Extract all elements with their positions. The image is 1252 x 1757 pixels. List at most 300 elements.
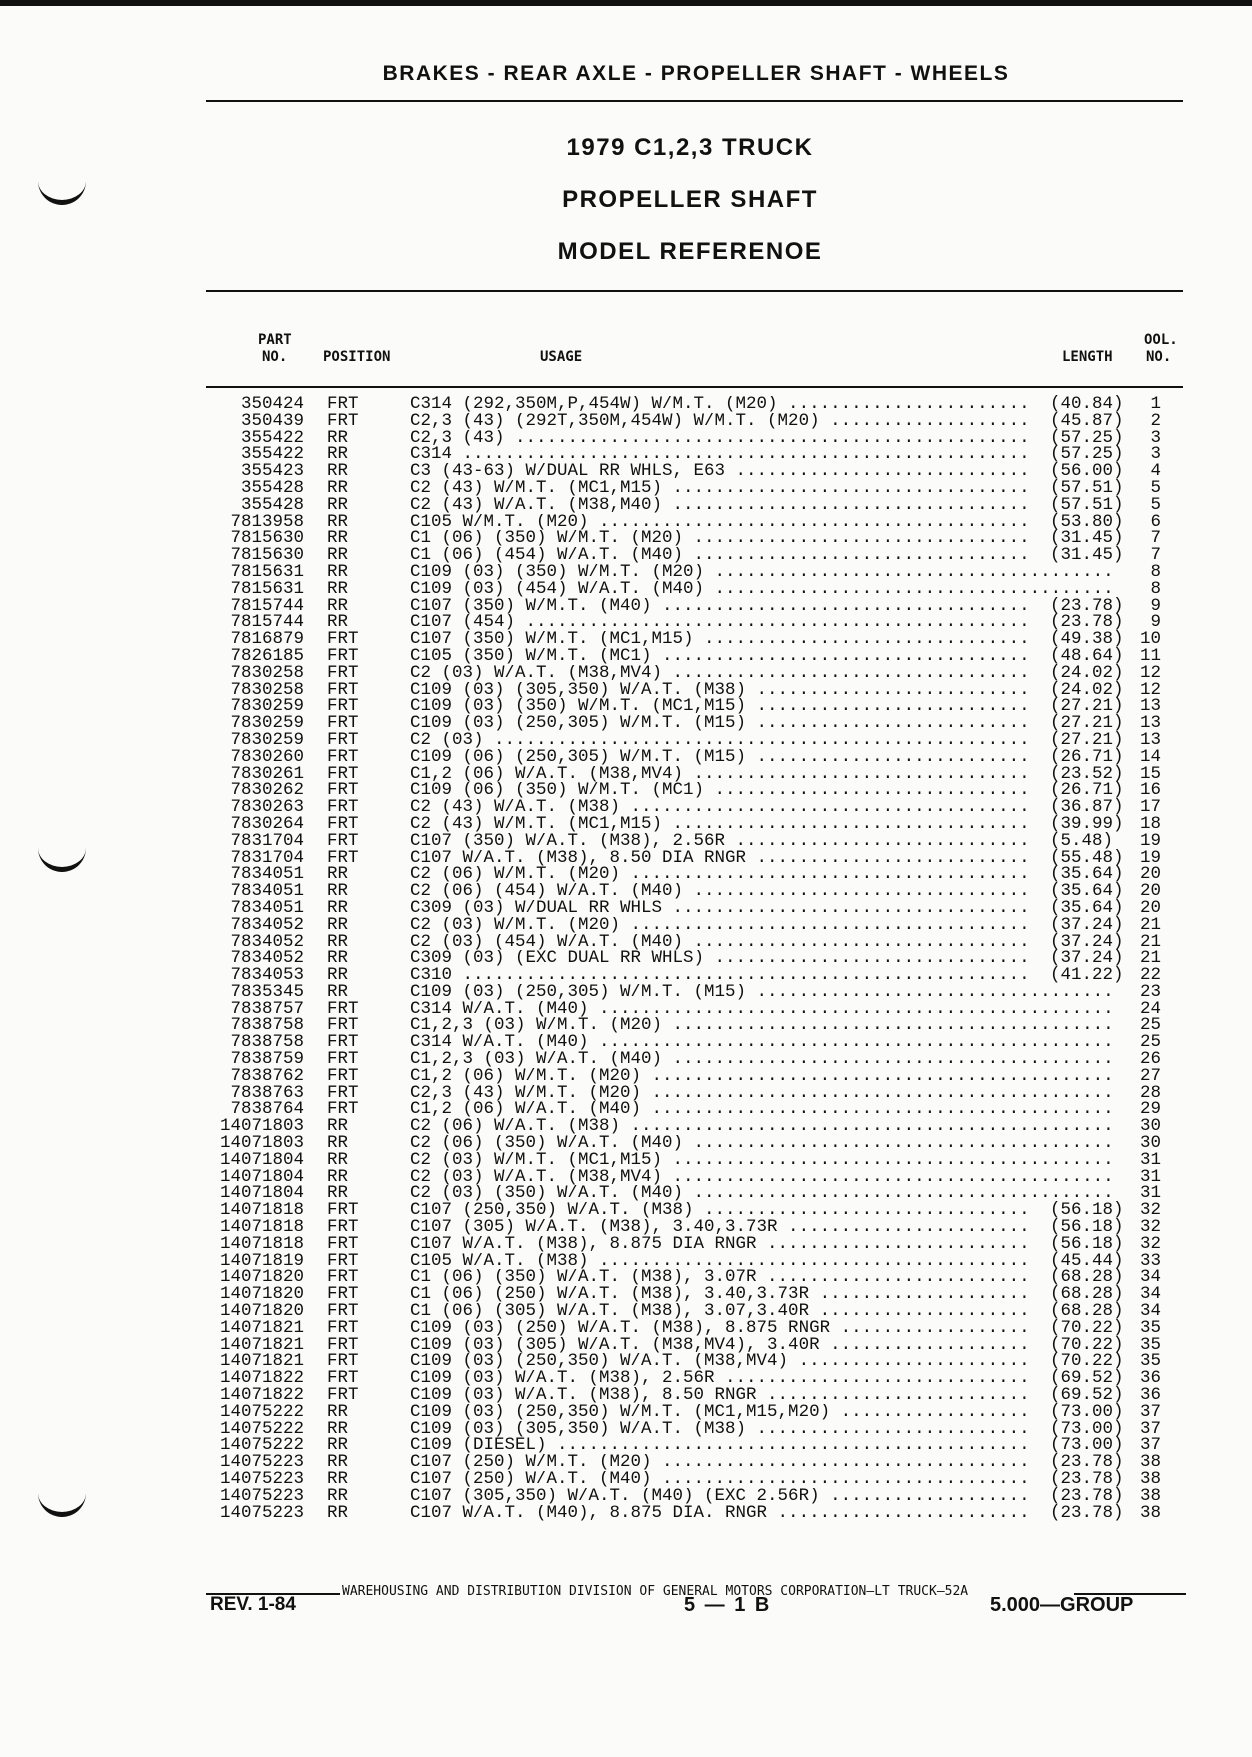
table-row xyxy=(200,746,1170,767)
col-no-cell: 12 xyxy=(1139,679,1161,700)
part-no-cell: 7830260 xyxy=(230,746,304,767)
length-cell: (40.84) xyxy=(1050,394,1124,414)
col-no-cell: 3 xyxy=(1150,444,1161,465)
usage-cell: C309 (03) (EXC DUAL RR WHLS) .............................. xyxy=(410,950,1030,968)
part-no-cell: 355423 xyxy=(240,461,304,482)
position-cell: FRT xyxy=(327,1284,359,1305)
position-cell: FRT xyxy=(327,763,359,784)
col-no-cell: 5 xyxy=(1150,494,1161,515)
usage-cell: C109 (03) (305,350) W/A.T. (M38) .......................... xyxy=(410,681,1030,699)
length-cell: (70.22) xyxy=(1050,1334,1124,1355)
position-cell: FRT xyxy=(327,713,359,734)
col-no-cell: 13 xyxy=(1139,713,1161,734)
part-no-cell: 7834052 xyxy=(230,931,304,952)
position-cell: FRT xyxy=(327,696,359,717)
col-no-cell: 35 xyxy=(1139,1334,1161,1355)
part-no-cell: 7834053 xyxy=(230,965,304,986)
position-cell: FRT xyxy=(327,1267,359,1288)
part-no-cell: 7815744 xyxy=(230,595,304,616)
usage-cell: C2 (43) W/M.T. (MC1,M15) .................................. xyxy=(410,479,1030,497)
length-cell: (23.78) xyxy=(1050,595,1124,616)
usage-cell: C109 (03) W/A.T. (M38), 8.50 RNGR ......................... xyxy=(410,1387,1030,1404)
revision-label: REV. 1-84 xyxy=(210,1594,296,1615)
usage-cell: C109 (03) (454) W/A.T. (M40) ...................................... xyxy=(410,580,1114,598)
col-no-cell: 36 xyxy=(1139,1385,1161,1406)
length-cell: (24.02) xyxy=(1050,679,1124,700)
usage-cell: C1 (06) (305) W/A.T. (M38), 3.07,3.40R .................... xyxy=(410,1303,1030,1320)
col-no-cell: 16 xyxy=(1139,780,1161,801)
position-cell: FRT xyxy=(327,1099,359,1120)
usage-cell: C1,2,3 (03) W/A.T. (M40) .......................................... xyxy=(410,1051,1114,1068)
position-cell: FRT xyxy=(327,1301,359,1322)
position-cell: FRT xyxy=(327,410,359,431)
col-part-label: PART xyxy=(258,332,292,348)
position-cell: RR xyxy=(327,461,349,482)
usage-cell: C107 (250) W/A.T. (M40) ................................... xyxy=(410,1471,1030,1488)
usage-cell: C2,3 (43) ................................................. xyxy=(410,429,1030,447)
length-cell: (27.21) xyxy=(1050,729,1124,750)
col-no-cell: 4 xyxy=(1150,461,1161,482)
usage-cell: C109 (03) (305) W/A.T. (M38,MV4), 3.40R ................... xyxy=(410,1336,1030,1354)
usage-cell: C109 (03) (250,305) W/M.T. (M15) .................................. xyxy=(410,983,1114,1001)
length-cell: (57.25) xyxy=(1050,427,1124,448)
usage-cell: C314 ...................................................... xyxy=(410,446,1030,464)
table-row xyxy=(200,830,1170,851)
usage-cell: C2 (03) W/A.T. (M38,MV4) .......................................... xyxy=(410,1168,1114,1186)
document-heading: MODEL REFERENOE xyxy=(557,238,823,265)
part-no-cell: 7830259 xyxy=(230,713,304,734)
col-no-cell: 33 xyxy=(1139,1250,1161,1271)
position-cell: RR xyxy=(327,444,349,465)
col-no-cell: 9 xyxy=(1150,612,1161,633)
col-ool-no-label: NO. xyxy=(1146,349,1172,365)
part-no-cell: 355428 xyxy=(240,477,304,498)
position-cell: RR xyxy=(327,1452,349,1473)
col-no-cell: 34 xyxy=(1139,1301,1161,1322)
usage-cell: C107 (454) ................................................ xyxy=(410,614,1030,632)
part-no-cell: 7834052 xyxy=(230,948,304,969)
col-usage-label: USAGE xyxy=(540,349,583,365)
col-no-cell: 12 xyxy=(1139,662,1161,683)
col-no-cell: 25 xyxy=(1139,1015,1161,1036)
usage-cell: C107 (250) W/M.T. (M20) ................................... xyxy=(410,1454,1030,1471)
part-no-cell: 14075222 xyxy=(219,1401,304,1422)
position-cell: RR xyxy=(327,1485,349,1506)
col-no-cell: 8 xyxy=(1150,561,1161,582)
part-no-cell: 7838757 xyxy=(230,998,304,1019)
col-no-cell: 21 xyxy=(1139,931,1161,952)
usage-cell: C2 (43) W/A.T. (M38,M40) .................................. xyxy=(410,496,1030,514)
col-no-cell: 24 xyxy=(1139,998,1161,1019)
position-cell: RR xyxy=(327,931,349,952)
part-no-cell: 7834051 xyxy=(230,864,304,885)
length-cell: (36.87) xyxy=(1050,797,1124,818)
position-cell: RR xyxy=(327,897,349,918)
part-no-cell: 7831704 xyxy=(230,847,304,868)
header-divider xyxy=(206,100,1183,102)
part-no-cell: 14071804 xyxy=(219,1149,304,1170)
usage-cell: C1 (06) (350) W/M.T. (M20) ................................ xyxy=(410,530,1030,548)
col-no-cell: 23 xyxy=(1139,981,1161,1002)
part-no-cell: 14071818 xyxy=(219,1200,304,1221)
usage-cell: C109 (03) (250,350) W/A.T. (M38,MV4) ...................... xyxy=(410,1353,1030,1371)
part-no-cell: 14071803 xyxy=(219,1116,304,1137)
position-cell: FRT xyxy=(327,394,359,414)
usage-cell: C2 (06) (454) W/A.T. (M40) ................................ xyxy=(410,883,1030,900)
usage-cell: C107 (305,350) W/A.T. (M40) (EXC 2.56R) ................... xyxy=(410,1487,1030,1505)
part-no-cell: 14075223 xyxy=(219,1452,304,1473)
part-no-cell: 355428 xyxy=(240,494,304,515)
position-cell: RR xyxy=(327,1133,349,1154)
usage-cell: C107 (305) W/A.T. (M38), 3.40,3.73R ....................... xyxy=(410,1219,1030,1236)
part-no-cell: 7834051 xyxy=(230,897,304,918)
position-cell: RR xyxy=(327,1401,349,1422)
col-no-cell: 37 xyxy=(1139,1418,1161,1439)
position-cell: FRT xyxy=(327,1368,359,1389)
part-no-cell: 350439 xyxy=(240,410,304,431)
part-no-cell: 7815744 xyxy=(230,612,304,633)
part-no-cell: 7830259 xyxy=(230,729,304,750)
col-no-cell: 21 xyxy=(1139,914,1161,935)
length-cell: (23.78) xyxy=(1050,612,1124,633)
length-cell: (23.78) xyxy=(1050,1502,1124,1523)
length-cell: (39.99) xyxy=(1050,813,1124,834)
col-no-cell: 31 xyxy=(1139,1149,1161,1170)
usage-cell: C2 (03) W/M.T. (M20) ...................................... xyxy=(410,916,1030,934)
part-no-cell: 7838762 xyxy=(230,1065,304,1086)
part-no-cell: 7838764 xyxy=(230,1099,304,1120)
length-cell: (73.00) xyxy=(1050,1401,1124,1422)
position-cell: RR xyxy=(327,494,349,515)
length-cell: (53.80) xyxy=(1050,511,1124,532)
length-cell: (31.45) xyxy=(1050,545,1124,566)
usage-cell: C109 (DIESEL) ............................................. xyxy=(410,1437,1030,1455)
col-no-cell: 7 xyxy=(1150,528,1161,549)
usage-cell: C109 (03) (305,350) W/A.T. (M38) .......................... xyxy=(410,1420,1030,1438)
col-length-label: LENGTH xyxy=(1062,349,1113,365)
usage-cell: C2 (03) ................................................... xyxy=(410,731,1030,749)
position-cell: FRT xyxy=(327,679,359,700)
usage-cell: C1,2 (06) W/M.T. (M20) ............................................ xyxy=(410,1067,1114,1085)
usage-cell: C105 W/M.T. (M20) ......................................... xyxy=(410,513,1030,531)
length-cell: (23.52) xyxy=(1050,763,1124,784)
length-cell: (26.71) xyxy=(1050,780,1124,801)
usage-cell: C2 (03) W/M.T. (MC1,M15) .......................................... xyxy=(410,1151,1114,1169)
col-no-cell: 1 xyxy=(1150,394,1161,414)
part-no-cell: 7835345 xyxy=(230,981,304,1002)
position-cell: FRT xyxy=(327,998,359,1019)
part-no-cell: 14071818 xyxy=(219,1217,304,1238)
col-no-cell: 37 xyxy=(1139,1435,1161,1456)
col-no-cell: 25 xyxy=(1139,1032,1161,1053)
col-no-cell: 30 xyxy=(1139,1116,1161,1137)
length-cell: (35.64) xyxy=(1050,897,1124,918)
usage-cell: C107 (350) W/A.T. (M38), 2.56R ............................ xyxy=(410,832,1030,850)
usage-cell: C107 (250,350) W/A.T. (M38) ............................... xyxy=(410,1202,1030,1220)
position-cell: RR xyxy=(327,561,349,582)
usage-cell: C107 W/A.T. (M38), 8.50 DIA RNGR .......................... xyxy=(410,849,1030,867)
usage-cell: C109 (06) (350) W/M.T. (MC1) .............................. xyxy=(410,782,1030,800)
part-no-cell: 7813958 xyxy=(230,511,304,532)
usage-cell: C2 (43) W/M.T. (MC1,M15) .................................. xyxy=(410,815,1030,833)
length-cell: (23.78) xyxy=(1050,1452,1124,1473)
length-cell: (56.18) xyxy=(1050,1217,1124,1238)
usage-cell: C1 (06) (454) W/A.T. (M40) ................................ xyxy=(410,547,1030,564)
usage-cell: C105 W/A.T. (M38) ......................................... xyxy=(410,1252,1030,1270)
position-cell: RR xyxy=(327,914,349,935)
length-cell: (27.21) xyxy=(1050,696,1124,717)
position-cell: RR xyxy=(327,578,349,599)
usage-cell: C2 (03) (454) W/A.T. (M40) ................................ xyxy=(410,933,1030,951)
position-cell: RR xyxy=(327,612,349,633)
usage-cell: C1,2 (06) W/A.T. (M40) ............................................ xyxy=(410,1101,1114,1119)
position-cell: FRT xyxy=(327,729,359,750)
col-no-cell: 7 xyxy=(1150,545,1161,566)
part-no-cell: 14071822 xyxy=(219,1368,304,1389)
length-cell: (31.45) xyxy=(1050,528,1124,549)
parts-table xyxy=(200,396,1170,1521)
part-no-cell: 14071818 xyxy=(219,1233,304,1254)
col-no-cell: 38 xyxy=(1139,1469,1161,1489)
usage-cell: C109 (06) (250,305) W/M.T. (M15) .......................... xyxy=(410,748,1030,766)
position-cell: FRT xyxy=(327,1317,359,1338)
usage-cell: C2 (03) (350) W/A.T. (M40) ........................................ xyxy=(410,1185,1114,1203)
length-cell: (35.64) xyxy=(1050,881,1124,902)
part-no-cell: 7834052 xyxy=(230,914,304,935)
col-no-cell: 31 xyxy=(1139,1183,1161,1204)
part-no-cell: 14071821 xyxy=(219,1351,304,1372)
length-cell: (27.21) xyxy=(1050,713,1124,734)
part-no-cell: 14071820 xyxy=(219,1267,304,1288)
part-no-cell: 7815631 xyxy=(230,578,304,599)
length-cell: (23.78) xyxy=(1050,1469,1124,1489)
part-no-cell: 7815630 xyxy=(230,545,304,566)
position-cell: FRT xyxy=(327,1250,359,1271)
usage-cell: C105 (350) W/M.T. (MC1) ................................... xyxy=(410,647,1030,665)
part-no-cell: 355422 xyxy=(240,427,304,448)
length-cell: (70.22) xyxy=(1050,1351,1124,1372)
length-cell: (56.00) xyxy=(1050,461,1124,482)
length-cell: (55.48) xyxy=(1050,847,1124,868)
col-no-cell: 32 xyxy=(1139,1200,1161,1221)
position-cell: RR xyxy=(327,1183,349,1204)
position-cell: FRT xyxy=(327,1351,359,1372)
col-no-cell: 32 xyxy=(1139,1233,1161,1254)
part-no-cell: 14071804 xyxy=(219,1183,304,1204)
position-cell: FRT xyxy=(327,1233,359,1254)
col-no-cell: 22 xyxy=(1139,965,1161,986)
part-no-cell: 7838758 xyxy=(230,1032,304,1053)
part-no-cell: 14075223 xyxy=(219,1469,304,1489)
position-cell: FRT xyxy=(327,830,359,851)
col-no-cell: 35 xyxy=(1139,1317,1161,1338)
position-cell: RR xyxy=(327,1418,349,1439)
col-no-cell: 37 xyxy=(1139,1401,1161,1422)
usage-cell: C1,2,3 (03) W/M.T. (M20) .......................................... xyxy=(410,1017,1114,1035)
usage-cell: C107 (350) W/M.T. (MC1,M15) ............................... xyxy=(410,631,1030,648)
part-no-cell: 7830261 xyxy=(230,763,304,784)
length-cell: (37.24) xyxy=(1050,931,1124,952)
usage-cell: C3 (43-63) W/DUAL RR WHLS, E63 ............................ xyxy=(410,463,1030,480)
col-no-cell: 27 xyxy=(1139,1065,1161,1086)
col-no-cell: 31 xyxy=(1139,1166,1161,1187)
col-no-cell: 38 xyxy=(1139,1502,1161,1523)
length-cell: (56.18) xyxy=(1050,1233,1124,1254)
usage-cell: C1 (06) (350) W/A.T. (M38), 3.07R ......................... xyxy=(410,1269,1030,1287)
part-no-cell: 7815631 xyxy=(230,561,304,582)
part-no-cell: 7831704 xyxy=(230,830,304,851)
column-divider xyxy=(206,386,1183,388)
part-no-cell: 14075222 xyxy=(219,1435,304,1456)
part-no-cell: 7826185 xyxy=(230,645,304,666)
usage-cell: C107 W/A.T. (M40), 8.875 DIA. RNGR ........................ xyxy=(410,1504,1030,1522)
part-no-cell: 14075223 xyxy=(219,1485,304,1506)
position-cell: RR xyxy=(327,1435,349,1456)
usage-cell: C310 ...................................................... xyxy=(410,967,1030,984)
position-cell: FRT xyxy=(327,1385,359,1406)
part-no-cell: 355422 xyxy=(240,444,304,465)
col-no-cell: 13 xyxy=(1139,696,1161,717)
position-cell: RR xyxy=(327,528,349,549)
part-no-cell: 7815630 xyxy=(230,528,304,549)
col-no-cell: 38 xyxy=(1139,1452,1161,1473)
position-cell: FRT xyxy=(327,1217,359,1238)
col-no-cell: 20 xyxy=(1139,897,1161,918)
usage-cell: C107 (350) W/M.T. (M40) ................................... xyxy=(410,597,1030,615)
part-no-cell: 14071804 xyxy=(219,1166,304,1187)
position-cell: RR xyxy=(327,881,349,902)
col-no-cell: 6 xyxy=(1150,511,1161,532)
position-cell: FRT xyxy=(327,1334,359,1355)
position-cell: RR xyxy=(327,1116,349,1137)
position-cell: FRT xyxy=(327,797,359,818)
length-cell: (49.38) xyxy=(1050,629,1124,650)
col-no-cell: 11 xyxy=(1139,645,1161,666)
col-no-cell: 19 xyxy=(1139,830,1161,851)
col-no-cell: 15 xyxy=(1139,763,1161,784)
length-cell: (68.28) xyxy=(1050,1267,1124,1288)
position-cell: FRT xyxy=(327,847,359,868)
usage-cell: C109 (03) W/A.T. (M38), 2.56R ............................. xyxy=(410,1370,1030,1388)
part-no-cell: 14071821 xyxy=(219,1334,304,1355)
part-no-cell: 14071822 xyxy=(219,1385,304,1406)
position-cell: RR xyxy=(327,948,349,969)
length-cell: (57.25) xyxy=(1050,444,1124,465)
position-cell: RR xyxy=(327,981,349,1002)
col-no-cell: 28 xyxy=(1139,1082,1161,1103)
table-row xyxy=(200,1502,1170,1523)
col-no-cell: 3 xyxy=(1150,427,1161,448)
col-no-cell: 29 xyxy=(1139,1099,1161,1120)
usage-cell: C2 (06) W/M.T. (M20) ...................................... xyxy=(410,866,1030,884)
document-subtitle: PROPELLER SHAFT xyxy=(562,186,818,213)
binder-hole-mark xyxy=(38,1490,86,1517)
part-no-cell: 7830263 xyxy=(230,797,304,818)
part-no-cell: 7830259 xyxy=(230,696,304,717)
usage-cell: C1 (06) (250) W/A.T. (M38), 3.40,3.73R .................... xyxy=(410,1286,1030,1304)
part-no-cell: 7830262 xyxy=(230,780,304,801)
position-cell: RR xyxy=(327,1149,349,1170)
col-no-cell: 20 xyxy=(1139,864,1161,885)
col-no-cell: 26 xyxy=(1139,1049,1161,1070)
part-no-cell: 7838759 xyxy=(230,1049,304,1070)
length-cell: (26.71) xyxy=(1050,746,1124,767)
position-cell: RR xyxy=(327,545,349,566)
length-cell: (37.24) xyxy=(1050,948,1124,969)
length-cell: (69.52) xyxy=(1050,1368,1124,1389)
length-cell: (41.22) xyxy=(1050,965,1124,986)
col-no-cell: 34 xyxy=(1139,1267,1161,1288)
part-no-cell: 14075222 xyxy=(219,1418,304,1439)
part-no-cell: 14075223 xyxy=(219,1502,304,1523)
usage-cell: C109 (03) (350) W/M.T. (MC1,M15) .......................... xyxy=(410,698,1030,716)
position-cell: FRT xyxy=(327,1049,359,1070)
usage-cell: C309 (03) W/DUAL RR WHLS .................................. xyxy=(410,899,1030,917)
length-cell: (68.28) xyxy=(1050,1284,1124,1305)
part-no-cell: 14071820 xyxy=(219,1284,304,1305)
col-no-cell: 5 xyxy=(1150,477,1161,498)
usage-cell: C109 (03) (250,305) W/M.T. (M15) .......................... xyxy=(410,715,1030,732)
col-part-no-label: NO. xyxy=(262,349,288,365)
length-cell: (35.64) xyxy=(1050,864,1124,885)
position-cell: FRT xyxy=(327,662,359,683)
top-border xyxy=(0,0,1252,6)
length-cell: (57.51) xyxy=(1050,477,1124,498)
col-no-cell: 13 xyxy=(1139,729,1161,750)
col-no-cell: 30 xyxy=(1139,1133,1161,1154)
length-cell: (57.51) xyxy=(1050,494,1124,515)
position-cell: RR xyxy=(327,595,349,616)
col-position-label: POSITION xyxy=(323,349,391,365)
usage-cell: C2,3 (43) W/M.T. (M20) ............................................ xyxy=(410,1084,1114,1102)
length-cell: (70.22) xyxy=(1050,1317,1124,1338)
part-no-cell: 14071803 xyxy=(219,1133,304,1154)
length-cell: (5.48) xyxy=(1050,830,1114,851)
usage-cell: C314 W/A.T. (M40) ................................................. xyxy=(410,1034,1114,1052)
position-cell: RR xyxy=(327,864,349,885)
position-cell: FRT xyxy=(327,813,359,834)
usage-cell: C109 (03) (250,350) W/M.T. (MC1,M15,M20) .................. xyxy=(410,1403,1030,1421)
table-row xyxy=(200,914,1170,935)
section-title: BRAKES - REAR AXLE - PROPELLER SHAFT - WHEELS xyxy=(382,62,1010,85)
col-no-cell: 21 xyxy=(1139,948,1161,969)
usage-cell: C2 (43) W/A.T. (M38) ...................................... xyxy=(410,799,1030,816)
part-no-cell: 14071821 xyxy=(219,1317,304,1338)
part-no-cell: 7838758 xyxy=(230,1015,304,1036)
part-no-cell: 7830258 xyxy=(230,662,304,683)
usage-cell: C2 (06) (350) W/A.T. (M40) ........................................ xyxy=(410,1135,1114,1152)
col-no-cell: 10 xyxy=(1139,629,1161,650)
position-cell: RR xyxy=(327,427,349,448)
footer-division: WAREHOUSING AND DISTRIBUTION DIVISION OF GENERAL MOTORS CORPORATION—LT TRUCK—52A xyxy=(342,1584,969,1599)
position-cell: FRT xyxy=(327,1082,359,1103)
position-cell: FRT xyxy=(327,629,359,650)
col-no-cell: 2 xyxy=(1150,410,1161,431)
col-no-cell: 17 xyxy=(1139,797,1161,818)
position-cell: RR xyxy=(327,965,349,986)
usage-cell: C1,2 (06) W/A.T. (M38,MV4) ................................ xyxy=(410,765,1030,783)
part-no-cell: 350424 xyxy=(240,394,304,414)
length-cell: (73.00) xyxy=(1050,1435,1124,1456)
part-no-cell: 7816879 xyxy=(230,629,304,650)
usage-cell: C107 W/A.T. (M38), 8.875 DIA RNGR ......................... xyxy=(410,1235,1030,1253)
col-no-cell: 8 xyxy=(1150,578,1161,599)
length-cell: (48.64) xyxy=(1050,645,1124,666)
col-no-cell: 20 xyxy=(1139,881,1161,902)
col-no-cell: 34 xyxy=(1139,1284,1161,1305)
usage-cell: C2,3 (43) (292T,350M,454W) W/M.T. (M20) ................... xyxy=(410,412,1030,430)
col-no-cell: 14 xyxy=(1139,746,1161,767)
